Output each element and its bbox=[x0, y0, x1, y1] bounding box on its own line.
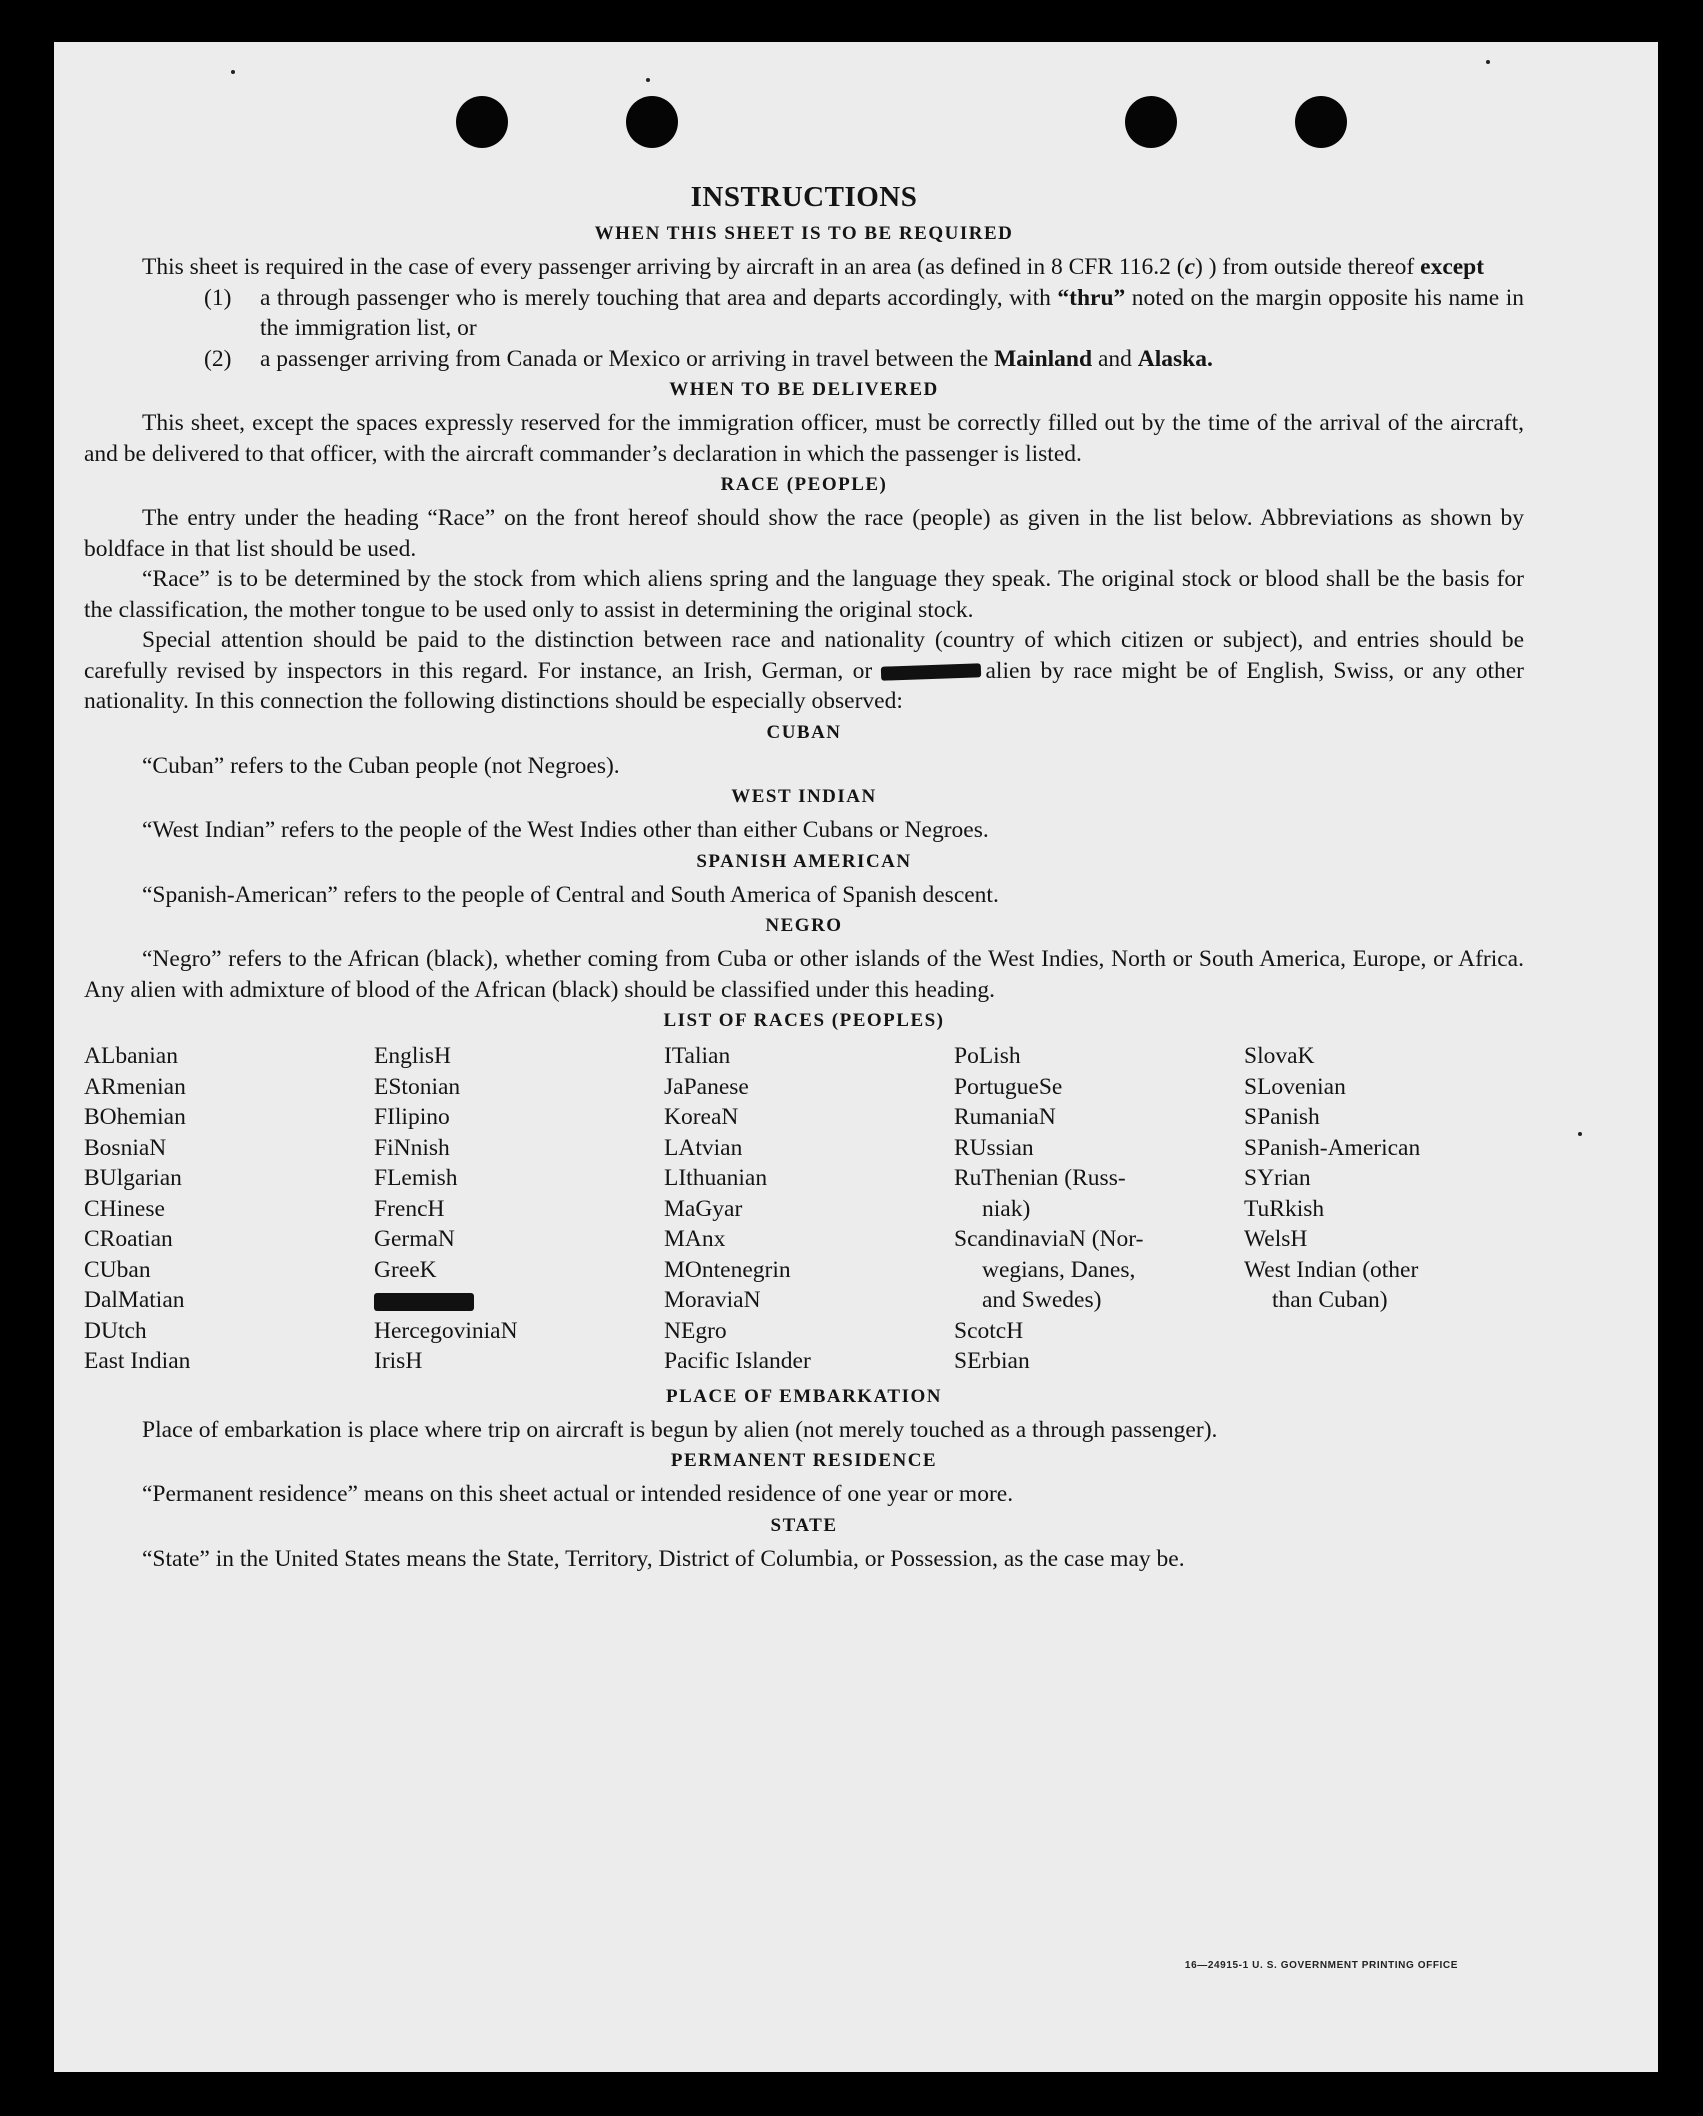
race-entry: FLemish bbox=[374, 1165, 458, 1191]
embarkation-text: Place of embarkation is place where trip on aircraft is begun by alien (not merely touched as a through passenger). bbox=[142, 1416, 1218, 1443]
race-entry: EnglisH bbox=[374, 1043, 452, 1069]
race-paragraph-3: Special attention should be paid to the distinction between race and nationality (country of which citizen or subject), and entries should be carefully revised by inspectors in this regard. For instance, an Irish, German, or alien by race might be of English, Swiss, or any other nationality. In this connection the following distinctions should be especially observed: bbox=[84, 627, 1524, 714]
race-entry bbox=[1244, 1316, 1524, 1347]
race-entry: ScandinaviaN (Nor- bbox=[954, 1226, 1144, 1252]
race-entry: RumaniaN bbox=[954, 1104, 1056, 1130]
race-entry: and Swedes) bbox=[982, 1287, 1102, 1313]
heading-list-of-races: LIST OF RACES (PEOPLES) bbox=[663, 1010, 945, 1031]
race-entry: NEgro bbox=[664, 1317, 727, 1344]
race-list bbox=[84, 1041, 1524, 1377]
race-entry: wegians, Danes, bbox=[982, 1256, 1136, 1283]
residence-text: “Permanent residence” means on this sheet actual or intended residence of one year or more. bbox=[142, 1481, 1014, 1507]
race-entry: KoreaN bbox=[664, 1104, 739, 1130]
race-entry: SPanish-American bbox=[1244, 1134, 1421, 1161]
speck bbox=[646, 78, 650, 82]
heading-embarkation: PLACE OF EMBARKATION bbox=[666, 1385, 942, 1407]
race-entry: LIthuanian bbox=[664, 1165, 768, 1191]
race-redacted bbox=[374, 1285, 664, 1316]
race-entry: than Cuban) bbox=[1272, 1287, 1388, 1313]
race-entry: ITalian bbox=[664, 1043, 731, 1069]
punch-hole bbox=[626, 96, 678, 148]
heading-permanent-residence: PERMANENT RESIDENCE bbox=[670, 1450, 938, 1471]
punch-hole bbox=[456, 96, 508, 148]
race-entry: SErbian bbox=[954, 1348, 1030, 1374]
race-entry: ScotcH bbox=[954, 1317, 1024, 1344]
west-indian-text: “West Indian” refers to the people of the West Indies other than either Cubans or Negroes. bbox=[142, 817, 989, 843]
race-entry: ALbanian bbox=[84, 1043, 178, 1069]
race-entry: IrisH bbox=[374, 1348, 423, 1374]
heading-cuban: CUBAN bbox=[766, 721, 842, 743]
race-entry: FiNnish bbox=[374, 1134, 450, 1161]
race-entry: FrencH bbox=[374, 1195, 445, 1222]
race-entry: FIlipino bbox=[374, 1104, 450, 1130]
heading-when-delivered: WHEN TO BE DELIVERED bbox=[669, 379, 939, 400]
exception-item-2: (2) a passenger arriving from Canada or Mexico or arriving in travel between the Mainland and Alaska. bbox=[204, 345, 1213, 372]
speck bbox=[1578, 1132, 1582, 1136]
heading-when-required: WHEN THIS SHEET IS TO BE REQUIRED bbox=[594, 223, 1014, 244]
race-entry: BosniaN bbox=[84, 1134, 167, 1161]
race-entry: MaGyar bbox=[664, 1195, 743, 1222]
page-title: INSTRUCTIONS bbox=[690, 181, 918, 213]
race-entry: SlovaK bbox=[1244, 1043, 1315, 1069]
when-delivered-text: This sheet, except the spaces expressly reserved for the immigration officer, must be correctly filled out by the time of the arrival of the aircraft, and be delivered to that officer, with the aircraft commander’s declaration in which the passenger is listed. bbox=[84, 410, 1524, 467]
speck bbox=[231, 70, 235, 74]
race-entry: TuRkish bbox=[1244, 1195, 1325, 1222]
punch-hole bbox=[1125, 96, 1177, 148]
state-text: “State” in the United States means the State, Territory, District of Columbia, or Possession, as the case may be. bbox=[142, 1545, 1185, 1572]
speck bbox=[1486, 60, 1490, 64]
race-entry: ARmenian bbox=[84, 1073, 186, 1100]
race-entry: CRoatian bbox=[84, 1226, 173, 1252]
document-sheet bbox=[54, 42, 1658, 2072]
heading-race: RACE (PEOPLE) bbox=[720, 474, 888, 495]
race-entry: DalMatian bbox=[84, 1287, 185, 1313]
race-entry bbox=[1244, 1346, 1524, 1377]
race-entry: PortugueSe bbox=[954, 1073, 1063, 1100]
race-entry: BOhemian bbox=[84, 1104, 186, 1130]
punch-hole bbox=[1295, 96, 1347, 148]
instructions-body bbox=[84, 180, 1524, 1574]
race-entry: SPanish bbox=[1244, 1104, 1320, 1130]
when-required-intro: This sheet is required in the case of every passenger arriving by aircraft in an area (as defined in 8 CFR 116.2 (c) ) from outside thereof except bbox=[142, 254, 1485, 280]
race-entry: GreeK bbox=[374, 1256, 437, 1283]
race-entry: CUban bbox=[84, 1256, 151, 1283]
race-entry: LAtvian bbox=[664, 1134, 743, 1161]
race-entry: CHinese bbox=[84, 1195, 165, 1222]
cuban-text: “Cuban” refers to the Cuban people (not Negroes). bbox=[142, 752, 620, 779]
heading-spanish-american: SPANISH AMERICAN bbox=[696, 850, 912, 872]
race-entry: MoraviaN bbox=[664, 1287, 761, 1313]
heading-negro: NEGRO bbox=[765, 915, 843, 936]
race-entry: RuThenian (Russ- bbox=[954, 1165, 1126, 1191]
redaction-mark bbox=[374, 1293, 474, 1311]
race-entry: WelsH bbox=[1244, 1226, 1308, 1252]
race-entry: SYrian bbox=[1244, 1165, 1311, 1191]
race-entry: GermaN bbox=[374, 1226, 455, 1252]
race-entry: RUssian bbox=[954, 1134, 1034, 1161]
race-entry: East Indian bbox=[84, 1348, 191, 1374]
race-entry: MOntenegrin bbox=[664, 1256, 791, 1283]
race-entry: niak) bbox=[982, 1195, 1031, 1222]
race-paragraph-1: The entry under the heading “Race” on the front hereof should show the race (people) as given in the list below. Abbreviations as shown by boldface in that list should be used. bbox=[84, 505, 1524, 562]
race-entry: PoLish bbox=[954, 1043, 1021, 1069]
race-entry: HercegoviniaN bbox=[374, 1317, 518, 1344]
race-entry: DUtch bbox=[84, 1317, 147, 1344]
race-entry: SLovenian bbox=[1244, 1073, 1346, 1100]
spanish-american-text: “Spanish-American” refers to the people of Central and South America of Spanish descent. bbox=[142, 881, 999, 908]
redaction-mark bbox=[881, 663, 981, 680]
race-entry: MAnx bbox=[664, 1226, 726, 1252]
exception-item-1: (1) a through passenger who is merely touching that area and departs accordingly, with “thru” noted on the margin opposite his name in the immigration list, or bbox=[204, 284, 1524, 341]
race-entry: EStonian bbox=[374, 1073, 461, 1100]
race-paragraph-2: “Race” is to be determined by the stock from which aliens spring and the language they speak. The original stock or blood shall be the basis for the classification, the mother tongue to be used only to assist in determining the original stock. bbox=[84, 566, 1524, 623]
race-entry: JaPanese bbox=[664, 1073, 749, 1100]
race-entry: West Indian (other bbox=[1244, 1256, 1419, 1283]
heading-state: STATE bbox=[770, 1514, 838, 1536]
race-entry: Pacific Islander bbox=[664, 1348, 811, 1374]
negro-text: “Negro” refers to the African (black), whether coming from Cuba or other islands of the West Indies, North or South America, Europe, or Africa. Any alien with admixture of blood of the African (black) should be classified under this heading. bbox=[84, 946, 1524, 1003]
heading-west-indian: WEST INDIAN bbox=[731, 786, 877, 807]
race-entry: BUlgarian bbox=[84, 1165, 182, 1191]
printing-office-code: 16—24915-1 U. S. GOVERNMENT PRINTING OFFICE bbox=[1184, 1960, 1458, 1971]
